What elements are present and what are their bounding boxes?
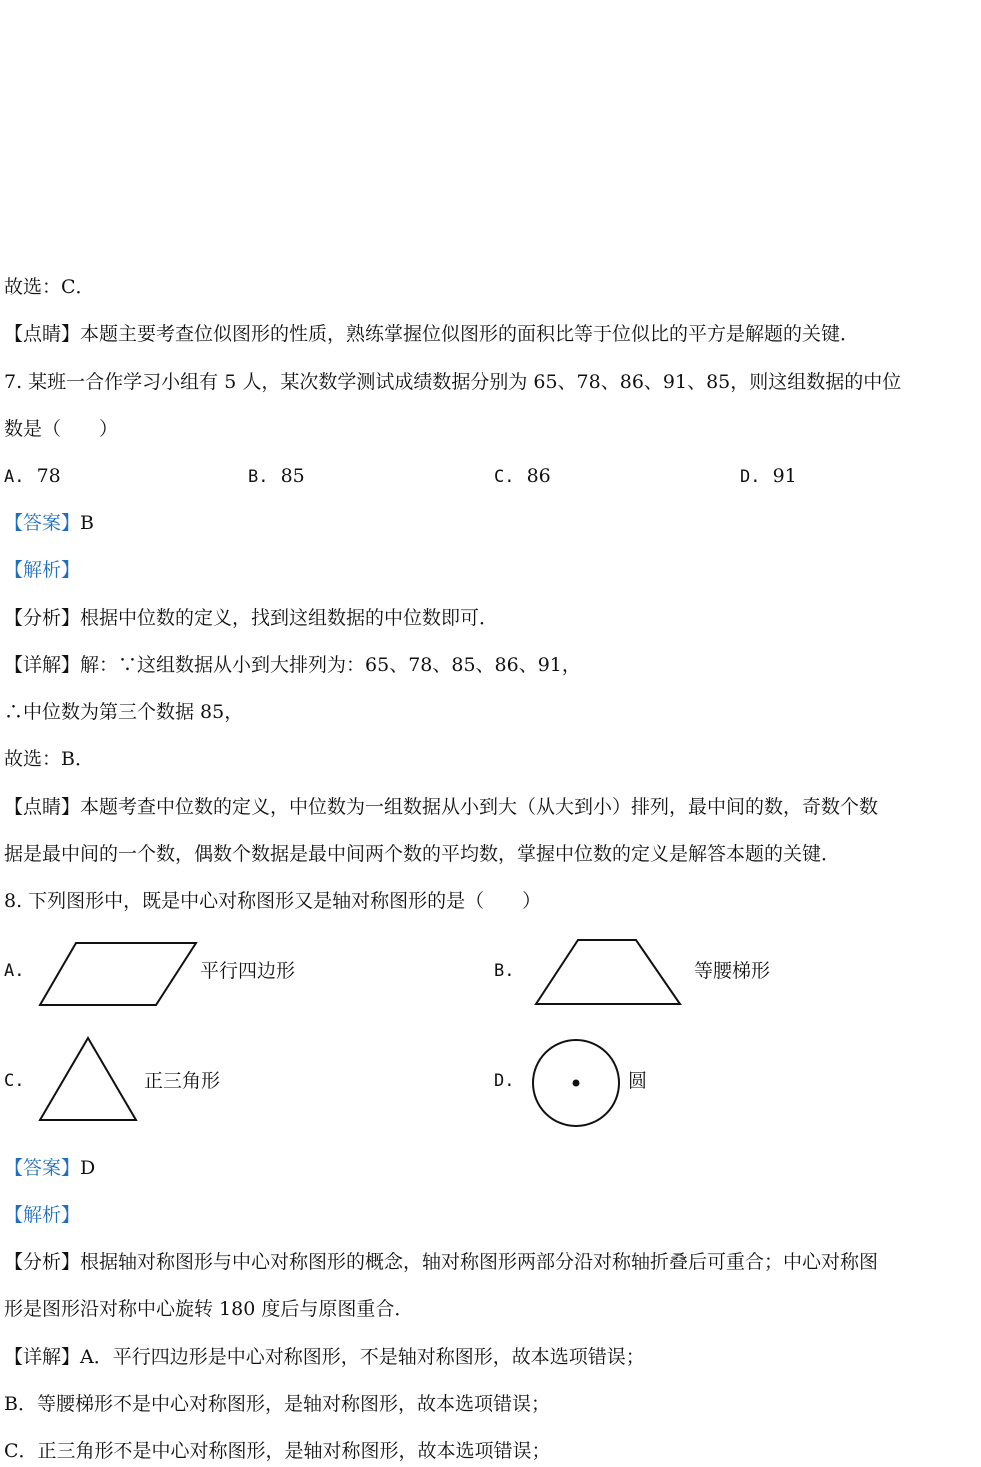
- analysis-8-line-2: 形是图形沿对称中心旋转 180 度后与原图重合．: [4, 1298, 414, 1320]
- answer-7: 【答案】B: [4, 512, 94, 534]
- comment-7-line-1: 【点睛】本题考查中位数的定义，中位数为一组数据从小到大（从大到小）排列，最中间的数，奇数个数: [4, 796, 879, 818]
- q8-option-b-letter: B.: [494, 961, 515, 981]
- q7-option-b: B. 85: [248, 465, 305, 487]
- q7-option-d: D. 91: [740, 465, 797, 487]
- question-8: 8. 下列图形中，既是中心对称图形又是轴对称图形的是（ ）: [4, 890, 542, 912]
- answer-8: 【答案】D: [4, 1157, 96, 1179]
- q7-option-a: A. 78: [4, 465, 61, 487]
- detail-7-line-3: 故选：B．: [4, 748, 94, 770]
- q7-option-c: C. 86: [494, 465, 551, 487]
- q8-option-d-letter: D.: [494, 1071, 515, 1091]
- question-7-line-1: 7. 某班一合作学习小组有 5 人，某次数学测试成绩数据分别为 65、78、86、91、85，则这组数据的中位: [4, 371, 902, 393]
- answer-conclusion-6: 故选：C．: [4, 276, 95, 298]
- analysis-8-line-1: 【分析】根据轴对称图形与中心对称图形的概念，轴对称图形两部分沿对称轴折叠后可重合；中心对称图: [4, 1251, 879, 1273]
- question-7-line-2: 数是（ ）: [4, 418, 119, 440]
- triangle-icon: [36, 1034, 140, 1124]
- q8-option-a-label: 平行四边形: [200, 960, 296, 982]
- analysis-7: 【分析】根据中位数的定义，找到这组数据的中位数即可．: [4, 607, 499, 629]
- q8-option-c-letter: C.: [4, 1071, 25, 1091]
- circle-icon: [530, 1038, 622, 1130]
- q8-option-d-label: 圆: [628, 1070, 648, 1092]
- q8-option-c-label: 正三角形: [144, 1070, 221, 1092]
- analysis-header-8: 【解析】: [4, 1204, 81, 1226]
- detail-8-line-3: C．正三角形不是中心对称图形，是轴对称图形，故本选项错误；: [4, 1440, 551, 1462]
- analysis-header-7: 【解析】: [4, 559, 81, 581]
- parallelogram-icon: [36, 938, 200, 1010]
- detail-7-line-2: ∴中位数为第三个数据 85，: [4, 701, 244, 723]
- q8-option-a-letter: A.: [4, 961, 25, 981]
- detail-7: 【详解】解：∵这组数据从小到大排列为：65、78、85、86、91，: [4, 654, 581, 676]
- trapezoid-icon: [532, 936, 684, 1008]
- comment-7-line-2: 据是最中间的一个数，偶数个数据是最中间两个数的平均数，掌握中位数的定义是解答本题的关键．: [4, 843, 841, 865]
- comment-6: 【点睛】本题主要考查位似图形的性质，熟练掌握位似图形的面积比等于位似比的平方是解题的关键．: [4, 323, 860, 345]
- q8-option-b-label: 等腰梯形: [694, 960, 771, 982]
- detail-8-line-2: B．等腰梯形不是中心对称图形，是轴对称图形，故本选项错误；: [4, 1393, 550, 1415]
- detail-8-line-1: 【详解】A．平行四边形是中心对称图形，不是轴对称图形，故本选项错误；: [4, 1346, 645, 1368]
